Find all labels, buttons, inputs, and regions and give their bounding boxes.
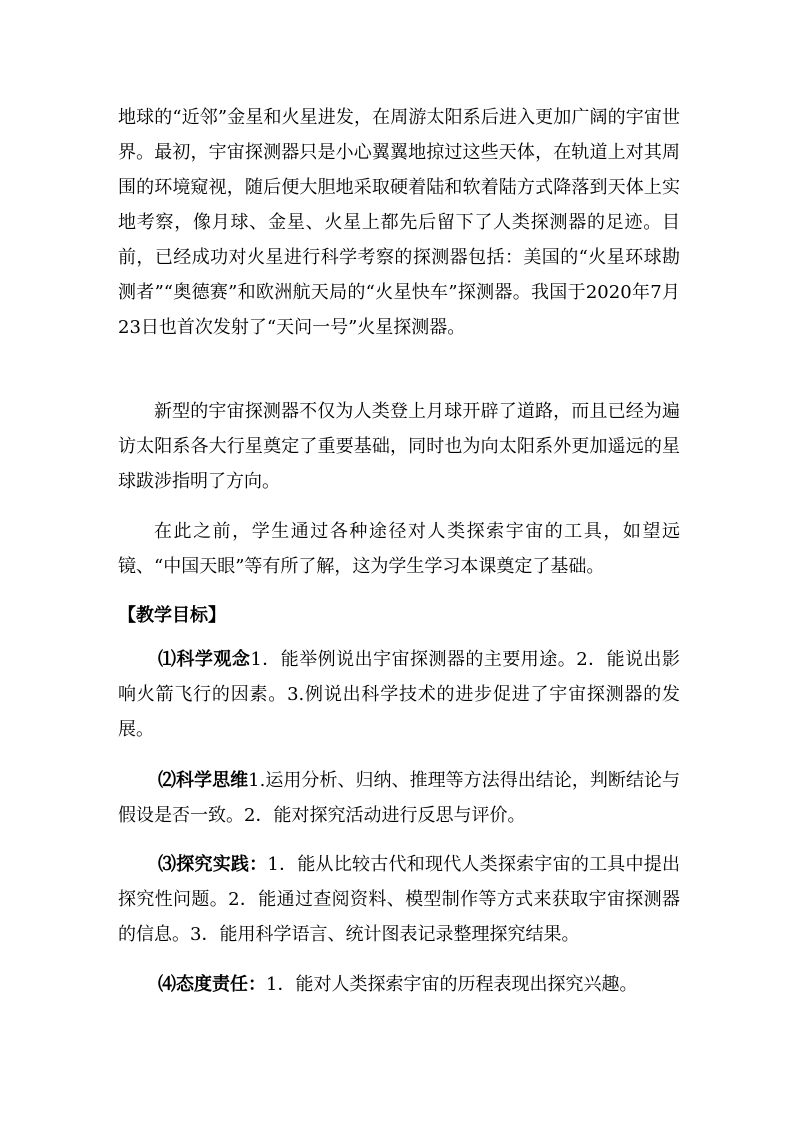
goal-scientific-thinking <box>118 763 680 833</box>
body-paragraph-prior-knowledge: 在此之前，学生通过各种途径对人类探索宇宙的工具，如望远镜、“中国天眼”等有所了解，这为学生学习本课奠定了基础。 <box>118 521 680 577</box>
goal-text: 1．能从比较古代和现代人类探索宇宙的工具中提出探究性问题。2．能通过查阅资料、模型制作等方式来获取宇宙探测器的信息。3．能用科学语言、统计图表记录整理探究结果。 <box>118 854 681 945</box>
body-paragraph-new-probes: 新型的宇宙探测器不仅为人类登上月球开辟了道路，而且已经为遍访太阳系各大行星奠定了重要基础，同时也为向太阳系外更加遥远的星球跋涉指明了方向。 <box>118 401 680 492</box>
goal-science-concept <box>118 642 680 747</box>
goal-text: 1.运用分析、归纳、推理等方法得出结论，判断结论与假设是否一致。2．能对探究活动进行反思与评价。 <box>118 770 681 826</box>
goal-label: ⑵科学思维 <box>158 770 249 791</box>
goal-label: ⑴科学观念 <box>158 649 251 670</box>
section-heading-teaching-goals: 【教学目标】 <box>118 605 226 626</box>
goal-attitude-responsibility <box>118 967 680 1002</box>
goal-text: 1．能举例说出宇宙探测器的主要用途。2．能说出影响火箭飞行的因素。3.例说出科学技术的进步促进了宇宙探测器的发展。 <box>118 649 681 740</box>
goal-label: ⑶探究实践： <box>158 854 268 875</box>
goal-text: 1．能对人类探索宇宙的历程表现出探究兴趣。 <box>266 974 638 995</box>
goal-label: ⑷态度责任： <box>158 974 266 995</box>
body-paragraph-probes-history: 地球的“近邻”金星和火星进发，在周游太阳系后进入更加广阔的宇宙世界。最初，宇宙探测器只是小心翼翼地掠过这些天体，在轨道上对其周围的环境窥视，随后便大胆地采取硬着陆和软着陆方式降落到天体上实地考察，像月球、金星、火星上都先后留下了人类探测器的足迹。目前，已经成功对火星进行科学考察的探测器包括：美国的“火星环球勘测者”“奥德赛”和欧洲航天局的“火星快车”探测器。我国于2020年7月23日也首次发射了“天问一号”火星探测器。 <box>118 107 680 338</box>
goal-inquiry-practice <box>118 847 680 952</box>
